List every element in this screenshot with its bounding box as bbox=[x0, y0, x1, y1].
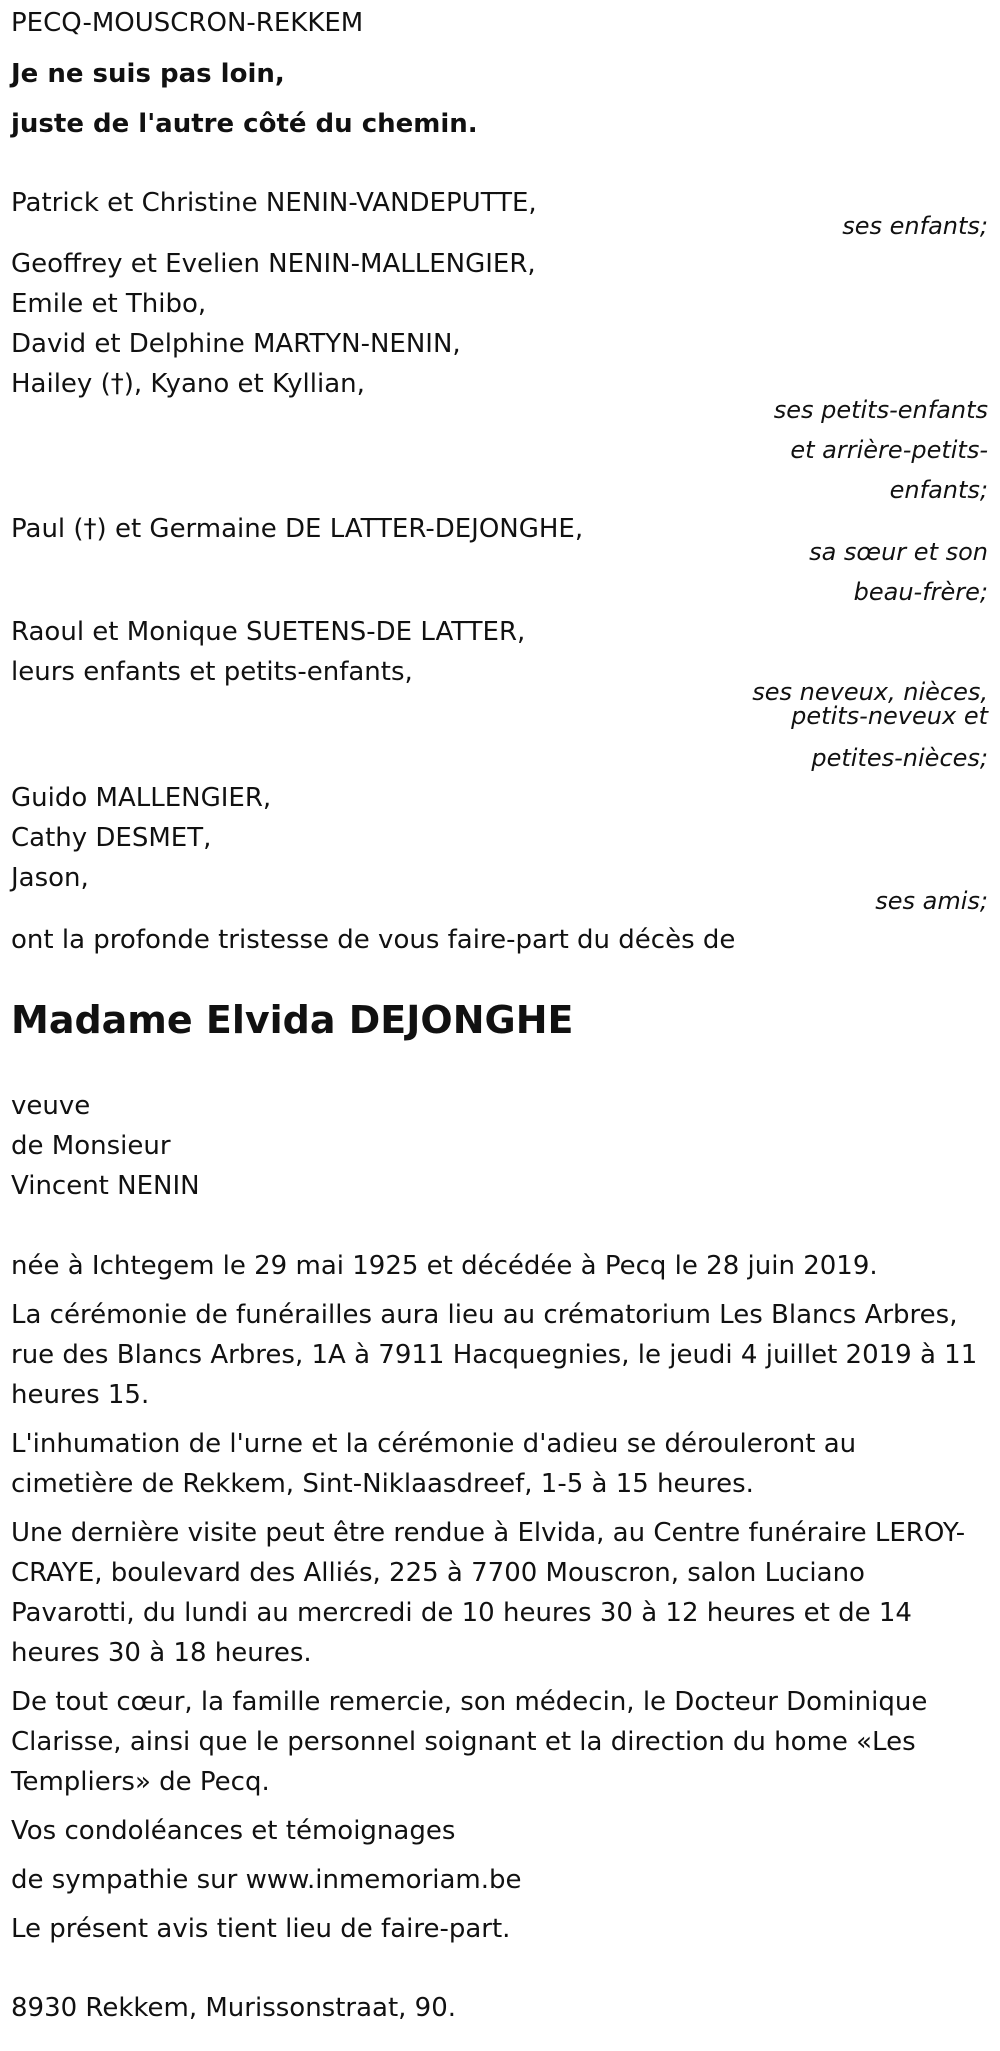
thanks-line: De tout cœur, la famille remercie, son médecin, le Docteur Dominique bbox=[11, 1687, 928, 1717]
quote-line-1: Je ne suis pas loin, bbox=[11, 59, 285, 89]
deceased-name: Madame Elvida DEJONGHE bbox=[11, 998, 574, 1042]
thanks-line: Clarisse, ainsi que le personnel soignant et la direction du home «Les bbox=[11, 1727, 916, 1757]
address-line: 8930 Rekkem, Murissonstraat, 90. bbox=[11, 1993, 457, 2023]
grandchildren-name: Hailey (†), Kyano et Kyllian, bbox=[11, 369, 365, 399]
children-relation: ses enfants; bbox=[842, 212, 988, 240]
grandchildren-name: Emile et Thibo, bbox=[11, 289, 207, 319]
widow-line: veuve bbox=[11, 1091, 91, 1121]
widow-line: Vincent NENIN bbox=[11, 1171, 200, 1201]
grandchildren-relation: et arrière-petits- bbox=[790, 436, 988, 464]
ceremony-line: heures 15. bbox=[11, 1380, 150, 1410]
ceremony-line: La cérémonie de funérailles aura lieu au crématorium Les Blancs Arbres, bbox=[11, 1300, 958, 1330]
visit-line: heures 30 à 18 heures. bbox=[11, 1638, 312, 1668]
notice-line: Le présent avis tient lieu de faire-part. bbox=[11, 1914, 511, 1944]
location-header: PECQ-MOUSCRON-REKKEM bbox=[11, 8, 364, 38]
condolences-line: Vos condoléances et témoignages bbox=[11, 1816, 456, 1846]
announcement-text: ont la profonde tristesse de vous faire-part du décès de bbox=[11, 925, 736, 955]
sister-relation: sa sœur et son bbox=[809, 538, 988, 566]
nephews-relation: ses neveux, nièces, bbox=[752, 678, 988, 706]
nephews-relation: petites-nièces; bbox=[811, 744, 988, 772]
friends-name: Cathy DESMET, bbox=[11, 823, 212, 853]
friends-name: Guido MALLENGIER, bbox=[11, 783, 272, 813]
visit-line: Une dernière visite peut être rendue à Elvida, au Centre funéraire LEROY- bbox=[11, 1518, 966, 1548]
grandchildren-name: Geoffrey et Evelien NENIN-MALLENGIER, bbox=[11, 249, 536, 279]
visit-line: Pavarotti, du lundi au mercredi de 10 heures 30 à 12 heures et de 14 bbox=[11, 1598, 912, 1628]
sister-relation: beau-frère; bbox=[853, 578, 988, 606]
birth-death-line: née à Ichtegem le 29 mai 1925 et décédée à Pecq le 28 juin 2019. bbox=[11, 1251, 878, 1281]
children-names: Patrick et Christine NENIN-VANDEPUTTE, bbox=[11, 188, 537, 218]
visit-line: CRAYE, boulevard des Alliés, 225 à 7700 Mouscron, salon Luciano bbox=[11, 1558, 865, 1588]
widow-line: de Monsieur bbox=[11, 1131, 171, 1161]
friends-relation: ses amis; bbox=[875, 887, 988, 915]
grandchildren-relation: enfants; bbox=[889, 476, 988, 504]
sister-names: Paul (†) et Germaine DE LATTER-DEJONGHE, bbox=[11, 514, 584, 544]
grandchildren-name: David et Delphine MARTYN-NENIN, bbox=[11, 329, 461, 359]
grandchildren-relation: ses petits-enfants bbox=[773, 396, 988, 424]
nephews-name: Raoul et Monique SUETENS-DE LATTER, bbox=[11, 617, 526, 647]
nephews-relation: petits-neveux et bbox=[791, 702, 988, 730]
burial-line: cimetière de Rekkem, Sint-Niklaasdreef, 1-5 à 15 heures. bbox=[11, 1469, 754, 1499]
thanks-line: Templiers» de Pecq. bbox=[11, 1767, 270, 1797]
friends-name: Jason, bbox=[11, 863, 89, 893]
nephews-name: leurs enfants et petits-enfants, bbox=[11, 657, 413, 687]
burial-line: L'inhumation de l'urne et la cérémonie d'adieu se dérouleront au bbox=[11, 1429, 857, 1459]
condolences-line: de sympathie sur www.inmemoriam.be bbox=[11, 1865, 522, 1895]
ceremony-line: rue des Blancs Arbres, 1A à 7911 Hacquegnies, le jeudi 4 juillet 2019 à 11 bbox=[11, 1340, 978, 1370]
quote-line-2: juste de l'autre côté du chemin. bbox=[11, 109, 478, 139]
